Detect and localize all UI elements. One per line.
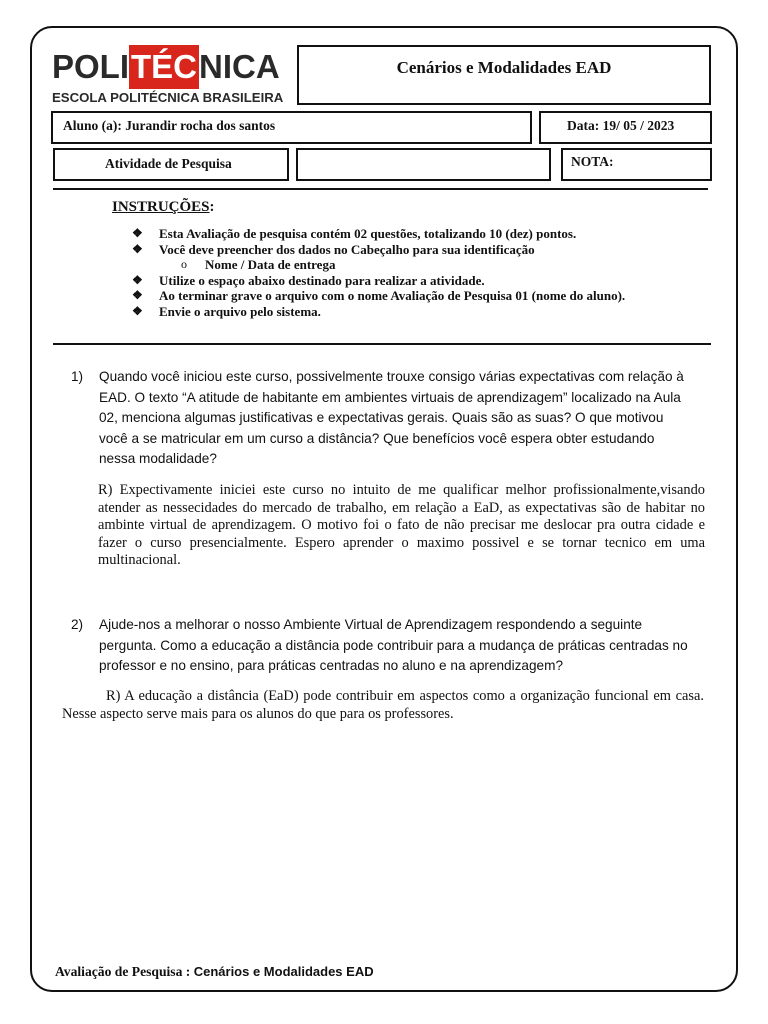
student-box: [51, 111, 532, 144]
logo-part-3: NICA: [199, 48, 280, 85]
date-value: Data: 19/ 05 / 2023: [567, 118, 675, 133]
student-name: Aluno (a): Jurandir rocha dos santos: [63, 118, 276, 133]
answer-2: R) A educação a distância (EaD) pode contribuir em aspectos como a organização funcional em casa. Nesse aspecto serve mais para os alunos do que para os professores.: [62, 688, 704, 722]
list-item: [132, 226, 712, 242]
list-item: [132, 288, 712, 304]
diamond-bullet-icon: ❖: [132, 303, 143, 318]
politecnica-logo: [52, 45, 292, 107]
course-title: Cenários e Modalidades EAD: [396, 58, 612, 77]
footer-label: Avaliação de Pesquisa :: [55, 964, 194, 979]
answer-1: R) Expectivamente iniciei este curso no intuito de me qualificar melhor profissionalmente,visando atender as nessecidades do mercado de trabalho, em relação a EaD, as expectativas são de habitar no ambinte virtual de aprendizagem. O motivo foi o fato de não precisar me deslocar pra outra cidade e fazer o curso presencialmente. Espero aprender o maximo possivel e se tornar tecnico em uma multinacional.: [98, 482, 705, 568]
question-number: 2): [71, 617, 84, 632]
diamond-bullet-icon: ❖: [132, 226, 143, 240]
activity-label: Atividade de Pesquisa: [105, 156, 232, 171]
instruction-text: Utilize o espaço abaixo destinado para realizar a atividade.: [159, 272, 485, 288]
instructions-divider: [53, 343, 711, 345]
logo-part-2: TÉC: [129, 45, 199, 89]
header-divider: [53, 188, 708, 190]
instructions-title-colon: :: [209, 199, 215, 215]
footer-course: Cenários e Modalidades EAD: [193, 964, 374, 979]
question-text: Ajude-nos a melhorar o nosso Ambiente Virtual de Aprendizagem respondendo a seguinte pergunta. Como a educação a distância pode contribuir para a mudança de práticas centradas no professor e no ensino, para práticas centradas no aluno e na aprendizagem?: [99, 617, 688, 673]
instruction-text: Envie o arquivo pelo sistema.: [159, 303, 321, 319]
activity-box: [53, 148, 289, 181]
instruction-text: Esta Avaliação de pesquisa contém 02 questões, totalizando 10 (dez) pontos.: [159, 226, 577, 241]
logo-subtitle: ESCOLA POLITÉCNICA BRASILEIRA: [52, 90, 284, 105]
list-item: [132, 304, 712, 320]
list-item: [132, 273, 712, 289]
list-item: [132, 257, 712, 273]
course-title-box: [297, 45, 711, 105]
diamond-bullet-icon: ❖: [132, 288, 143, 303]
diamond-bullet-icon: ❖: [132, 241, 143, 256]
instructions-title-text: INSTRUÇÕES: [112, 199, 210, 215]
circle-bullet-icon: o: [181, 257, 187, 272]
page-footer: [55, 964, 374, 980]
instructions-title: [112, 199, 215, 216]
logo-part-1: POLI: [52, 48, 130, 85]
question-number: 1): [71, 369, 84, 384]
grade-box: [561, 148, 712, 181]
question-text: Quando você iniciou este curso, possivelmente trouxe consigo várias expectativas com relação à EAD. O texto “A atitude de habitante em ambientes virtuais de aprendizagem” localizado na Aula 02, menciona algumas justificativas e expectativas gerais. Quais são as suas? O que motivou você a se matricular em um curso a distância? Que benefícios você espera obter estudando nessa modalidade?: [99, 369, 684, 466]
date-box: [539, 111, 712, 144]
list-item: [132, 242, 712, 258]
grade-label: NOTA:: [571, 154, 614, 169]
instruction-text: Você deve preencher dos dados no Cabeçalho para sua identificação: [159, 241, 535, 257]
instructions-list: [132, 226, 712, 320]
blank-field-box: [296, 148, 551, 181]
instruction-text: Ao terminar grave o arquivo com o nome Avaliação de Pesquisa 01 (nome do aluno).: [159, 288, 626, 304]
logo-wordmark: [52, 45, 280, 89]
diamond-bullet-icon: ❖: [132, 272, 143, 287]
instruction-text: Nome / Data de entrega: [205, 257, 336, 273]
